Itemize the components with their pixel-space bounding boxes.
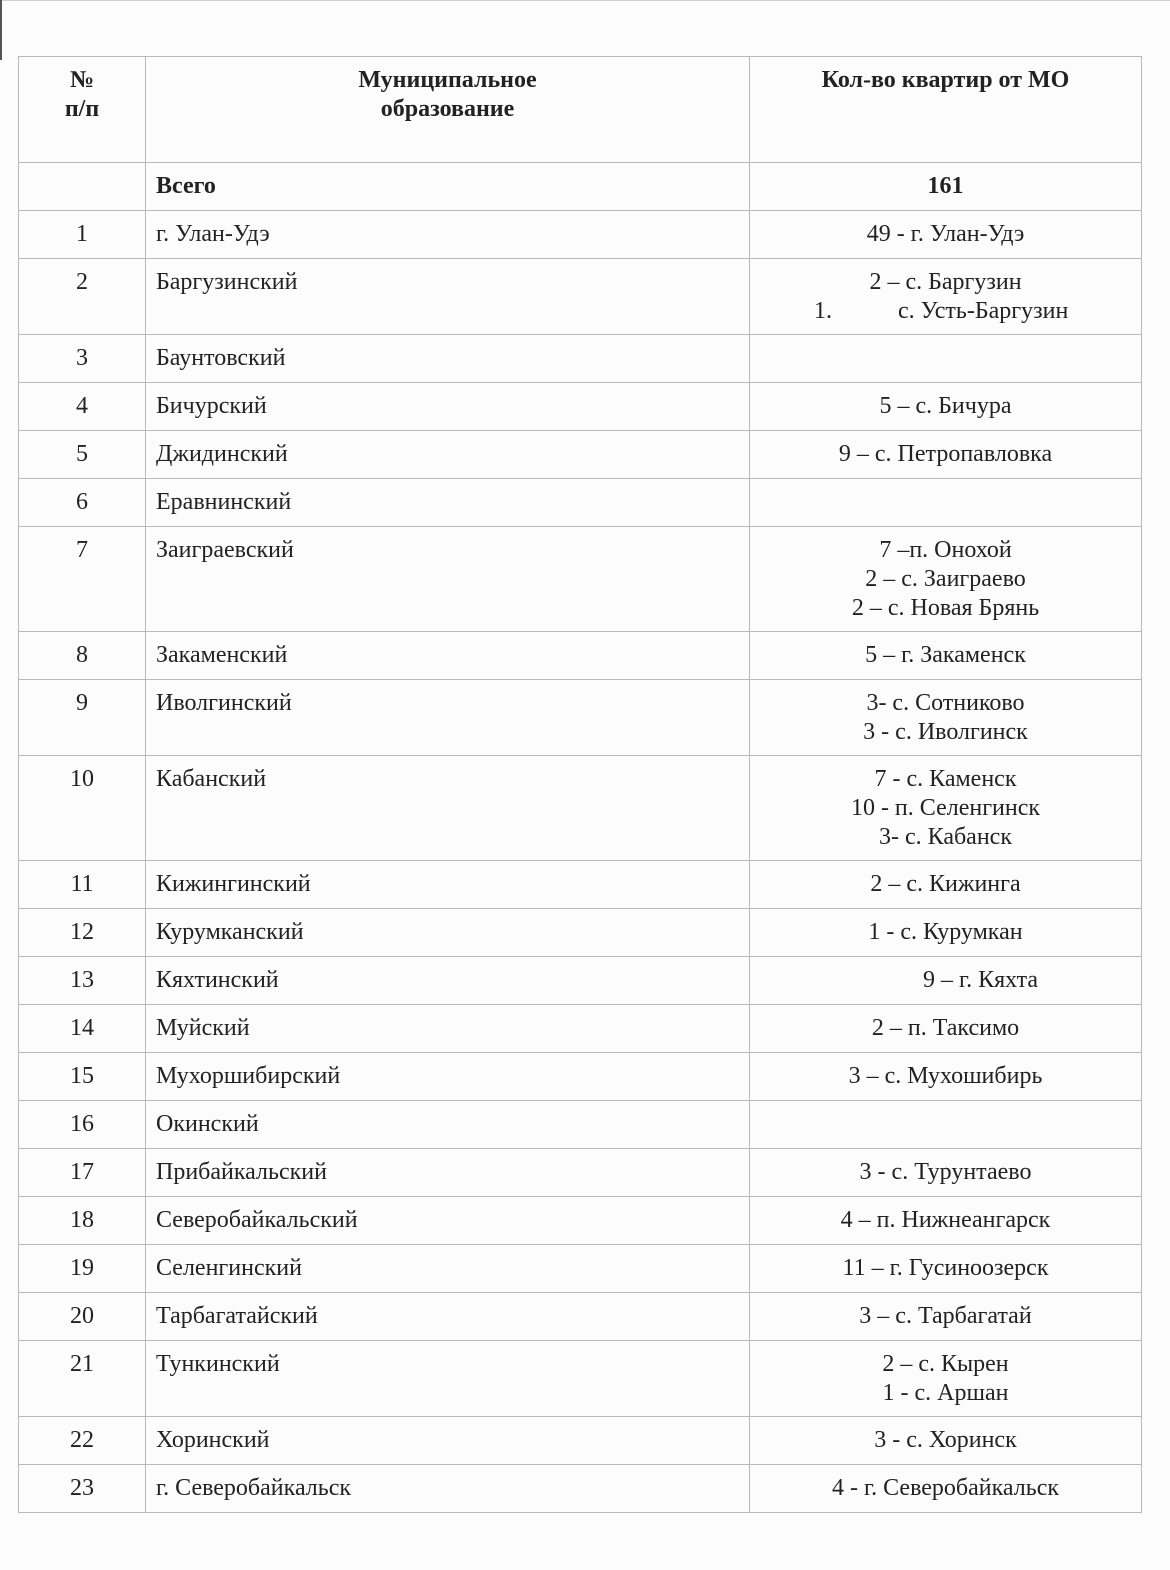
table-row: [19, 1293, 1142, 1341]
table-row: [19, 527, 1142, 632]
apartments-table: [18, 56, 1142, 1513]
row-apartment-count: [750, 335, 1142, 383]
row-apartment-count: [750, 1465, 1142, 1513]
table-row: [19, 1245, 1142, 1293]
row-apartment-count: [750, 909, 1142, 957]
row-number: 18: [19, 1197, 146, 1245]
count-line: 3 - с. Хоринск: [874, 1427, 1017, 1453]
count-line: 3 - с. Турунтаево: [859, 1159, 1032, 1185]
row-apartment-count: [750, 1101, 1142, 1149]
count-line: 7 - с. Каменск: [874, 766, 1017, 792]
row-municipality: Кижингинский: [146, 861, 750, 909]
row-municipality: Еравнинский: [146, 479, 750, 527]
row-number: 13: [19, 957, 146, 1005]
table-row: [19, 431, 1142, 479]
row-apartment-count: [750, 756, 1142, 861]
table-row: [19, 211, 1142, 259]
row-number: 19: [19, 1245, 146, 1293]
count-line: 3 – с. Мухошибирь: [848, 1063, 1043, 1089]
row-number: 4: [19, 383, 146, 431]
count-line: 10 - п. Селенгинск: [850, 795, 1041, 821]
row-apartment-count: [750, 1245, 1142, 1293]
count-line: 1 - с. Курумкан: [868, 919, 1023, 945]
row-number: 3: [19, 335, 146, 383]
count-line: 11 – г. Гусиноозерск: [842, 1255, 1049, 1281]
count-line: 9 – г. Кяхта: [922, 967, 1039, 993]
row-number: 12: [19, 909, 146, 957]
list-marker: 1.: [814, 298, 832, 324]
row-municipality: Тарбагатайский: [146, 1293, 750, 1341]
table-row: [19, 1417, 1142, 1465]
row-number: 9: [19, 680, 146, 756]
count-line: 2 – с. Кижинга: [870, 871, 1021, 897]
row-municipality: Хоринский: [146, 1417, 750, 1465]
row-number: 1: [19, 211, 146, 259]
table-row: [19, 383, 1142, 431]
row-apartment-count: [750, 1149, 1142, 1197]
row-number: 11: [19, 861, 146, 909]
count-line: 4 - г. Северобайкальск: [831, 1475, 1060, 1501]
row-number: 10: [19, 756, 146, 861]
table-row: [19, 1149, 1142, 1197]
table-row: [19, 957, 1142, 1005]
table-row: [19, 1005, 1142, 1053]
row-apartment-count: [750, 680, 1142, 756]
count-line: 2 – п. Таксимо: [871, 1015, 1020, 1041]
row-apartment-count: [750, 957, 1142, 1005]
list-text: с. Усть-Баргузин: [898, 298, 1069, 324]
row-number: 2: [19, 259, 146, 335]
row-number: 14: [19, 1005, 146, 1053]
table-row: [19, 259, 1142, 335]
count-line: 2 – с. Заиграево: [865, 566, 1026, 592]
row-apartment-count: [750, 1417, 1142, 1465]
count-line: 49 - г. Улан-Удэ: [866, 221, 1025, 247]
row-number: 5: [19, 431, 146, 479]
row-number: 15: [19, 1053, 146, 1101]
row-municipality: Заиграевский: [146, 527, 750, 632]
row-number: 23: [19, 1465, 146, 1513]
count-line: 1 - с. Аршан: [882, 1380, 1009, 1406]
row-number: 6: [19, 479, 146, 527]
count-numbered-line: [760, 297, 1131, 326]
table-row: [19, 1465, 1142, 1513]
row-apartment-count: [750, 527, 1142, 632]
row-apartment-count: [750, 1197, 1142, 1245]
count-line: 2 – с. Баргузин: [869, 269, 1022, 295]
row-municipality: Мухоршибирский: [146, 1053, 750, 1101]
row-apartment-count: [750, 1293, 1142, 1341]
row-apartment-count: [750, 1053, 1142, 1101]
row-number: 20: [19, 1293, 146, 1341]
table-row: [19, 1101, 1142, 1149]
count-line: 3- с. Сотниково: [866, 690, 1025, 716]
table-row: [19, 1197, 1142, 1245]
page-left-edge: [0, 0, 2, 60]
count-line: 9 – с. Петропавловка: [838, 441, 1053, 467]
row-municipality: Северобайкальский: [146, 1197, 750, 1245]
count-line: 4 – п. Нижнеангарск: [840, 1207, 1051, 1233]
header-number: № п/п: [19, 57, 146, 163]
table-header-row: [19, 57, 1142, 163]
row-apartment-count: [750, 211, 1142, 259]
row-apartment-count: [750, 632, 1142, 680]
row-municipality: Прибайкальский: [146, 1149, 750, 1197]
row-municipality: Селенгинский: [146, 1245, 750, 1293]
header-municipality: Муниципальное образование: [146, 57, 750, 163]
total-value: 161: [750, 163, 1142, 211]
table-row: [19, 1341, 1142, 1417]
count-line: 2 – с. Новая Брянь: [851, 595, 1040, 621]
table-row: [19, 1053, 1142, 1101]
row-municipality: Окинский: [146, 1101, 750, 1149]
row-number: 17: [19, 1149, 146, 1197]
row-apartment-count: [750, 383, 1142, 431]
row-number: 21: [19, 1341, 146, 1417]
row-apartment-count: [750, 479, 1142, 527]
count-line: 5 – г. Закаменск: [865, 642, 1026, 668]
count-line: 3 - с. Иволгинск: [863, 719, 1028, 745]
row-municipality: Тункинский: [146, 1341, 750, 1417]
page-top-edge: [0, 0, 1170, 1]
row-municipality: Кабанский: [146, 756, 750, 861]
row-number: 22: [19, 1417, 146, 1465]
row-municipality: Муйский: [146, 1005, 750, 1053]
row-apartment-count: [750, 1341, 1142, 1417]
row-number: 7: [19, 527, 146, 632]
table-row: [19, 680, 1142, 756]
total-label: Всего: [146, 163, 750, 211]
row-apartment-count: [750, 259, 1142, 335]
row-municipality: Курумканский: [146, 909, 750, 957]
row-municipality: Джидинский: [146, 431, 750, 479]
count-line: 7 –п. Онохой: [879, 537, 1012, 563]
row-municipality: г. Северобайкальск: [146, 1465, 750, 1513]
row-number: 8: [19, 632, 146, 680]
table-row: [19, 335, 1142, 383]
row-municipality: Иволгинский: [146, 680, 750, 756]
row-apartment-count: [750, 861, 1142, 909]
count-line: 2 – с. Кырен: [882, 1351, 1009, 1377]
row-municipality: г. Улан-Удэ: [146, 211, 750, 259]
row-municipality: Баргузинский: [146, 259, 750, 335]
row-number: 16: [19, 1101, 146, 1149]
row-municipality: Бичурский: [146, 383, 750, 431]
table-row: [19, 632, 1142, 680]
table-row: [19, 479, 1142, 527]
total-row: [19, 163, 1142, 211]
row-apartment-count: [750, 431, 1142, 479]
row-municipality: Баунтовский: [146, 335, 750, 383]
count-line: 5 – с. Бичура: [879, 393, 1012, 419]
header-apartment-count: Кол-во квартир от МО: [750, 57, 1142, 163]
table-row: [19, 909, 1142, 957]
row-municipality: Закаменский: [146, 632, 750, 680]
total-number-cell: [19, 163, 146, 211]
count-line: 3 – с. Тарбагатай: [859, 1303, 1032, 1329]
row-apartment-count: [750, 1005, 1142, 1053]
table-row: [19, 756, 1142, 861]
row-municipality: Кяхтинский: [146, 957, 750, 1005]
count-line: 3- с. Кабанск: [878, 824, 1012, 850]
table-row: [19, 861, 1142, 909]
